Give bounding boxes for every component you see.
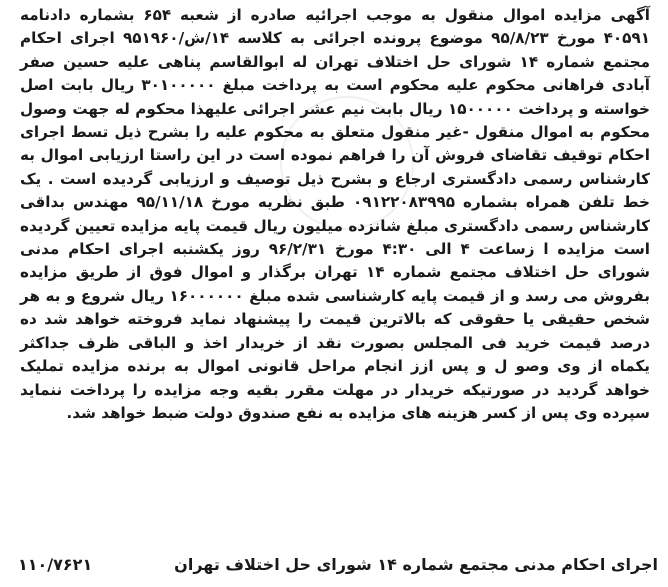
notice-footer	[10, 549, 658, 579]
notice-code: ۱۱۰/۷۶۲۱	[18, 554, 93, 574]
issuer-signature: اجرای احکام مدنی مجتمع شماره ۱۴ شورای حل اختلاف تهران	[174, 554, 658, 574]
notice-body: آگهی مزایده اموال منقول به موجب اجرائیه صادره از شعبه ۶۵۴ بشماره دادنامه ۴۰۵۹۱ مورخ ۹۵/۸/۲۳ موضوع پرونده اجرائی به کلاسه ۱۴/ش/۹۵۱۹۶۰ اجرای احکام مجتمع شماره ۱۴ شورای حل اختلاف تهران له ابوالقاسم پناهی علیه حسین صفر آبادی فراهانی محکوم علیه محکوم است به پرداخت مبلغ ۳۰۱۰۰۰۰۰ ریال بابت اصل خواسته و پرداخت ۱۵۰۰۰۰۰ ریال بابت نیم عشر اجرائی علیهذا محکوم له جهت وصول محکوم به اموال منقول -غیر منقول متعلق به محکوم علیه را بشرح ذیل تسط اجرای احکام توقیف تقاضای فروش آن را فراهم نموده است در این راستا ارزیابی اموال به کارشناس رسمی دادگستری ارجاع و بشرح ذیل توصیف و ارزیابی گردیده است . یک خط تلفن همراه بشماره ۰۹۱۲۲۰۸۳۹۹۵ طبق نظریه مورخ ۹۵/۱۱/۱۸ مهندس بداقی کارشناس رسمی دادگستری مبلغ شانزده میلیون ریال قیمت پایه مزایده تعیین گردیده است مزایده ا زساعت ۴ الی ۴:۳۰ مورخ ۹۶/۲/۳۱ روز یکشنبه اجرای احکام مدنی شورای حل اختلاف مجتمع شماره ۱۴ تهران برگذار و اموال فوق از طریق مزایده بفروش می رسد و از قیمت پایه کارشناسی شده مبلغ ۱۶۰۰۰۰۰۰ ریال شروع و به هر شخص حقیقی یا حقوقی که بالاترین قیمت را پیشنهاد نماید فروخته خواهد شد ده درصد قیمت خرید فی المجلس بصورت نقد از خریدار اخذ و الباقی ظرف جداکثر یکماه از وی وصو ل و پس ازز انجام مراحل قانونی اموال به برنده مزایده تملیک خواهد گردید در صورتیکه خریدار در مهلت مقرر بقیه وجه مزایده را پرداخت ننماید سپرده وی پس از کسر هزینه های مزایده به نفع صندوق دولت ضبط خواهد شد.	[20, 6, 651, 422]
auction-notice	[6, 0, 662, 587]
